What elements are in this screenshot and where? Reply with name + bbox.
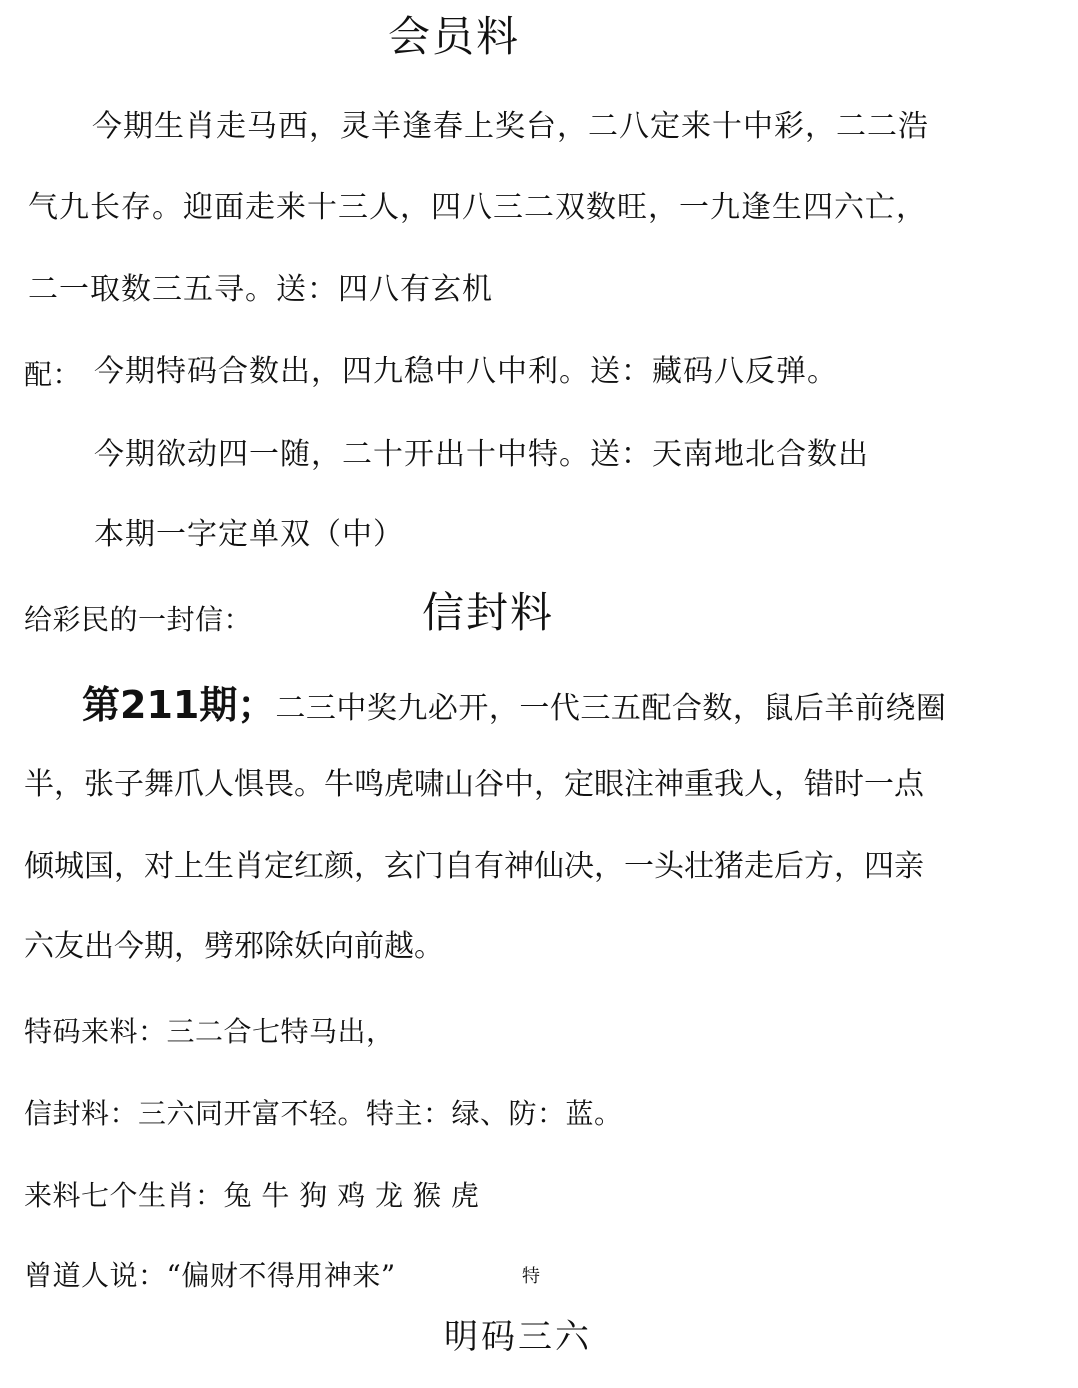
side-mark: 特: [522, 1266, 540, 1287]
member-line-2: 气九长存。迎面走来十三人，四八三二双数旺，一九逢生四六亡，: [28, 190, 927, 225]
issue-first-row: [82, 683, 947, 727]
issue-first-line: 二三中奖九必开，一代三五配合数，鼠后羊前绕圈: [275, 691, 947, 726]
member-line-1: 今期生肖走马西，灵羊逢春上奖台，二八定来十中彩，二二浩: [92, 109, 929, 144]
single-double-line: 本期一字定单双（中）: [94, 517, 404, 552]
seven-zodiac-line: 来料七个生肖：兔 牛 狗 鸡 龙 猴 虎: [24, 1179, 480, 1212]
letter-intro: 给彩民的一封信：: [24, 603, 253, 636]
letter-section-title: 信封料: [422, 588, 555, 637]
member-line-3: 二一取数三五寻。送：四八有玄机: [28, 272, 493, 307]
special-code-line: 特码来料：三二合七特马出，: [24, 1015, 395, 1048]
member-section-title: 会员料: [388, 12, 521, 61]
issue-line-4: 六友出今期，劈邪除妖向前越。: [24, 929, 444, 964]
envelope-line: 信封料：三六同开富不轻。特主：绿、防：蓝。: [24, 1097, 623, 1130]
pair-line: 今期特码合数出，四九稳中八中利。送：藏码八反弹。: [94, 354, 838, 389]
pair-label: 配：: [24, 358, 82, 391]
issue-label: 第211期: [82, 683, 238, 727]
taoist-quote-line: 曾道人说：“偏财不得用神来”: [24, 1259, 396, 1292]
issue-line-3: 倾城国，对上生肖定红颜，玄门自有神仙决，一头壮猪走后方，四亲: [24, 849, 924, 884]
issue-separator: ；: [237, 683, 276, 727]
final-title: 明码三六: [444, 1317, 592, 1357]
extra-line: 今期欲动四一随，二十开出十中特。送：天南地北合数出: [94, 437, 869, 472]
issue-line-2: 半，张子舞爪人惧畏。牛鸣虎啸山谷中，定眼注神重我人，错时一点: [24, 767, 924, 802]
